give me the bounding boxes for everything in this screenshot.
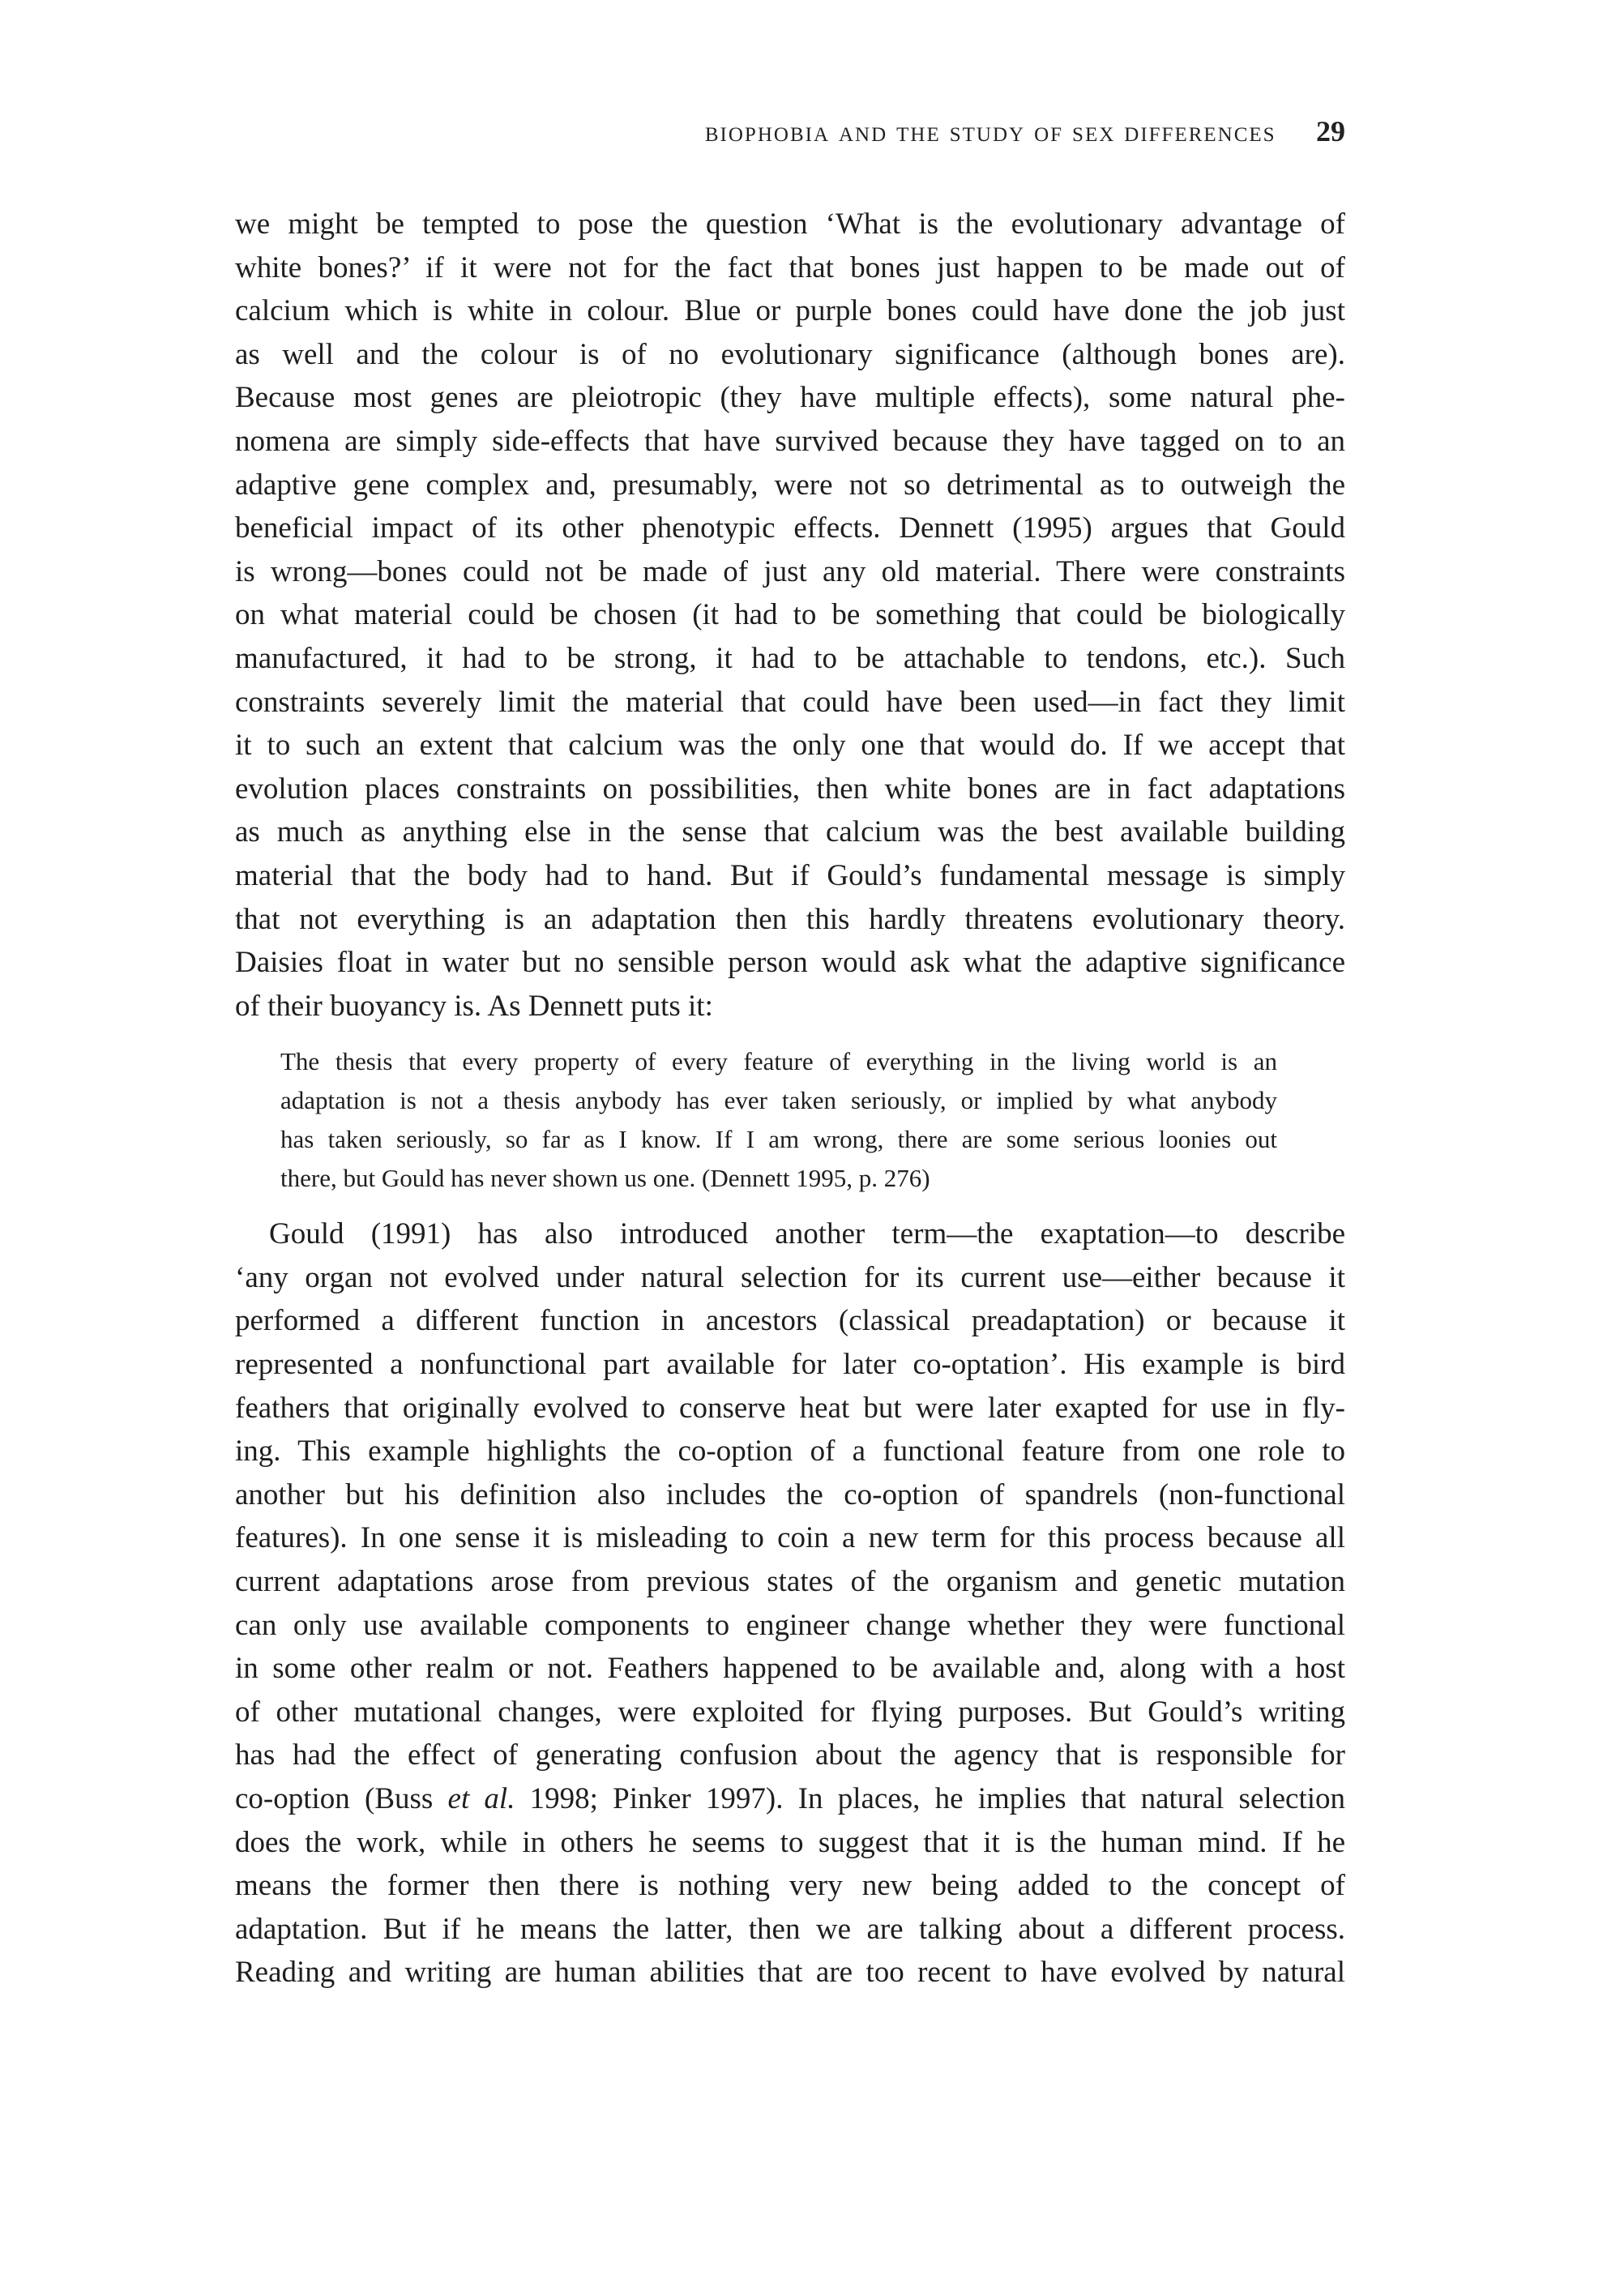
text-line: can only use available components to engineer change whether they were functional [235, 1608, 1345, 1642]
citation-line [235, 1777, 1345, 1821]
page-number: 29 [1316, 115, 1345, 148]
quote-line: adaptation is not a thesis anybody has ever taken seriously, or implied by what anybody [280, 1086, 1277, 1115]
text-line: does the work, while in others he seems to suggest that it is the human mind. If he [235, 1825, 1345, 1859]
paragraph-2 [235, 1212, 1345, 1995]
text-line: as much as anything else in the sense that calcium was the best available building [235, 815, 1345, 849]
quote-line: The thesis that every property of every feature of everything in the living world is an [280, 1047, 1277, 1076]
text-line: constraints severely limit the material that could have been used—in fact they limit [235, 685, 1345, 719]
text-line: has had the effect of generating confusion about the agency that is responsible for [235, 1738, 1345, 1772]
text-line: is wrong—bones could not be made of just any old material. There were constraints [235, 554, 1345, 588]
text-line: as well and the colour is of no evolutionary significance (although bones are). [235, 337, 1345, 371]
text-line: of other mutational changes, were exploited for flying purposes. But Gould’s writing [235, 1695, 1345, 1729]
text-line: current adaptations arose from previous states of the organism and genetic mutation [235, 1565, 1345, 1599]
text-line: another but his definition also includes the co-option of spandrels (non-functional [235, 1477, 1345, 1511]
text-line: we might be tempted to pose the question ‘What is the evolutionary advantage of [235, 207, 1345, 241]
text-line: adaptive gene complex and, presumably, were not so detrimental as to outweigh the [235, 468, 1345, 502]
text-line: Because most genes are pleiotropic (they have multiple effects), some natural phe- [235, 381, 1345, 415]
text-line: manufactured, it had to be strong, it had to be attachable to tendons, etc.). Such [235, 641, 1345, 675]
quote-line: there, but Gould has never shown us one. (Dennett 1995, p. 276) [280, 1164, 930, 1193]
text-line: it to such an extent that calcium was the only one that would do. If we accept that [235, 729, 1345, 763]
running-head-title: biophobia and the study of sex differences [704, 115, 1276, 148]
citation-text-after: 1998; Pinker 1997). In places, he implies that natural selection [515, 1782, 1346, 1815]
text-line: features). In one sense it is misleading to coin a new term for this process because all [235, 1521, 1345, 1555]
text-line: of their buoyancy is. As Dennett puts it: [235, 989, 713, 1023]
text-line: material that the body had to hand. But if Gould’s fundamental message is simply [235, 858, 1345, 892]
text-line: Reading and writing are human abilities that are too recent to have evolved by natural [235, 1956, 1345, 1990]
text-line: that not everything is an adaptation then this hardly threatens evolutionary theory. [235, 902, 1345, 936]
text-line: Gould (1991) has also introduced another term—the exaptation—to describe [269, 1217, 1345, 1251]
text-line: represented a nonfunctional part available for later co-optation’. His example is bird [235, 1348, 1345, 1382]
text-line: evolution places constraints on possibilities, then white bones are in fact adaptations [235, 772, 1345, 806]
block-quote [280, 1042, 1277, 1198]
text-line: ing. This example highlights the co-option of a functional feature from one role to [235, 1434, 1345, 1469]
text-line: white bones?’ if it were not for the fact that bones just happen to be made out of [235, 250, 1345, 284]
paragraph-1 [235, 203, 1345, 1028]
body-text [235, 203, 1345, 1995]
text-line: ‘any organ not evolved under natural selection for its current use—either because it [235, 1260, 1345, 1294]
text-line: Daisies float in water but no sensible person would ask what the adaptive significance [235, 946, 1345, 980]
text-line: beneficial impact of its other phenotypic effects. Dennett (1995) argues that Gould [235, 511, 1345, 545]
quote-line: has taken seriously, so far as I know. If I am wrong, there are some serious loonies out [280, 1125, 1277, 1154]
text-line: in some other realm or not. Feathers happened to be available and, along with a host [235, 1652, 1345, 1686]
running-head [235, 115, 1345, 151]
citation-italic: et al. [447, 1782, 515, 1815]
text-line: adaptation. But if he means the latter, then we are talking about a different process. [235, 1912, 1345, 1946]
text-line: nomena are simply side-effects that have survived because they have tagged on to an [235, 424, 1345, 458]
text-line: on what material could be chosen (it had to be something that could be biologically [235, 598, 1345, 632]
text-line: feathers that originally evolved to conserve heat but were later exapted for use in fly- [235, 1391, 1345, 1425]
text-line: means the former then there is nothing very new being added to the concept of [235, 1869, 1345, 1903]
citation-text-before: co-option (Buss [235, 1782, 448, 1815]
text-line: performed a different function in ancestors (classical preadaptation) or because it [235, 1304, 1345, 1338]
text-line: calcium which is white in colour. Blue or purple bones could have done the job just [235, 294, 1345, 328]
